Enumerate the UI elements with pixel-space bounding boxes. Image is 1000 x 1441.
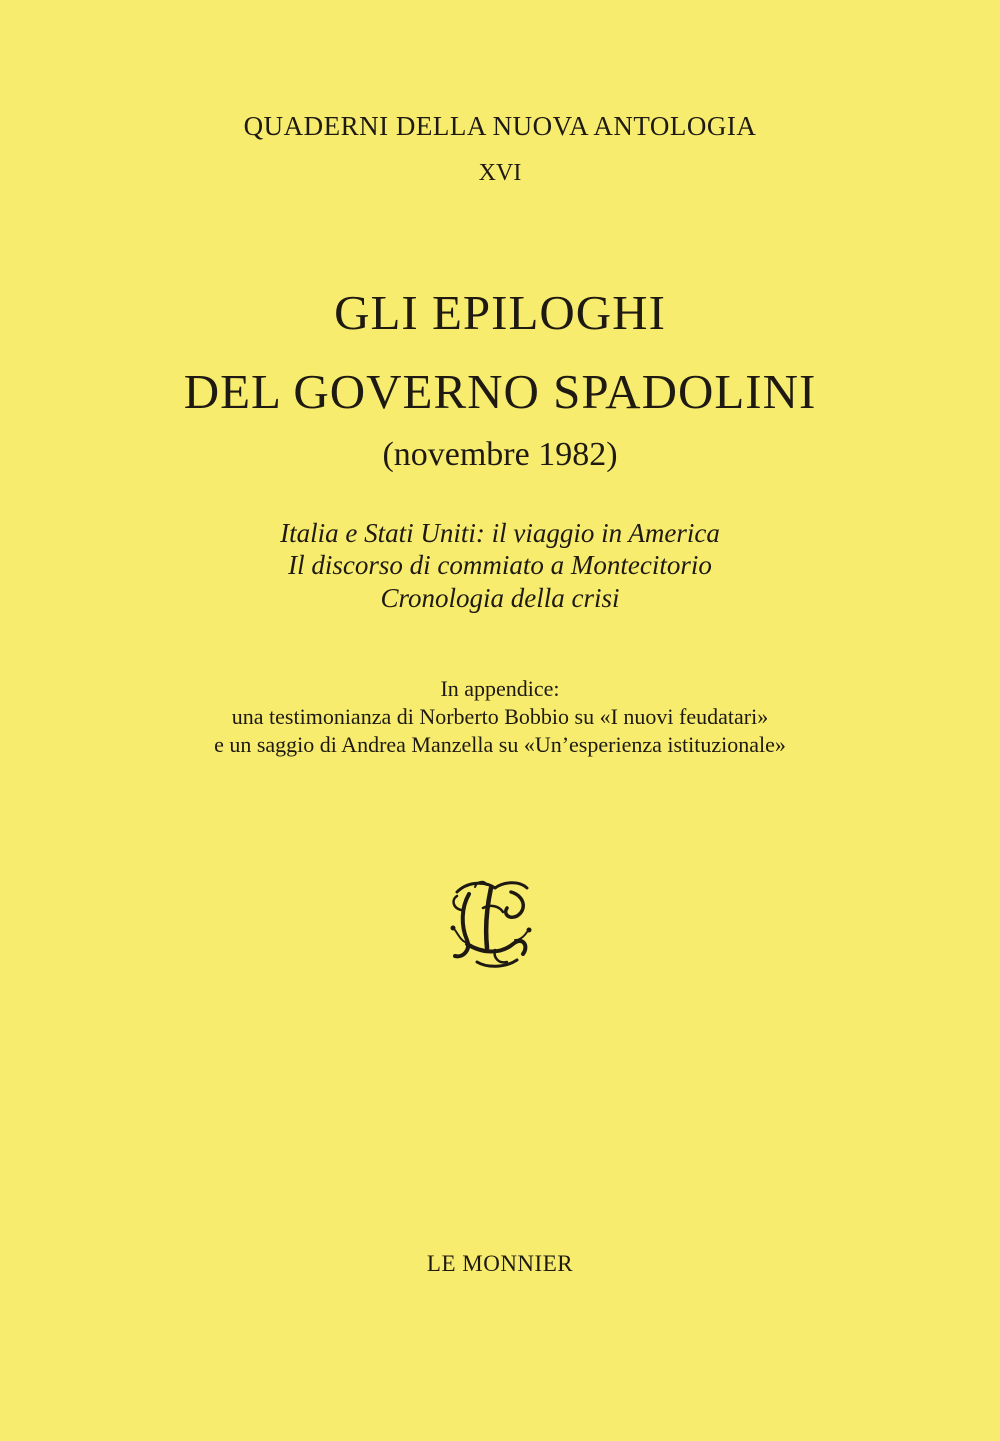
subtitle-line-3: Cronologia della crisi: [380, 583, 620, 613]
monogram-emblem-icon: [447, 878, 533, 970]
appendix-heading: In appendice:: [440, 676, 560, 701]
publisher-name: LE MONNIER: [426, 1251, 574, 1276]
main-title-line-2: DEL GOVERNO SPADOLINI: [183, 364, 817, 419]
appendix-line-1: una testimonianza di Norberto Bobbio su «I nuovi feudatari»: [231, 704, 769, 729]
subtitle-line-1: Italia e Stati Uniti: il viaggio in America: [280, 518, 720, 548]
date-subtitle: (novembre 1982): [382, 436, 618, 473]
subtitle-line-2: Il discorso di commiato a Montecitorio: [288, 550, 712, 580]
series-title: QUADERNI DELLA NUOVA ANTOLOGIA: [243, 111, 757, 141]
volume-number: XVI: [478, 160, 522, 186]
appendix-line-2: e un saggio di Andrea Manzella su «Un’esperienza istituzionale»: [214, 732, 786, 757]
main-title-line-1: GLI EPILOGHI: [334, 285, 666, 340]
